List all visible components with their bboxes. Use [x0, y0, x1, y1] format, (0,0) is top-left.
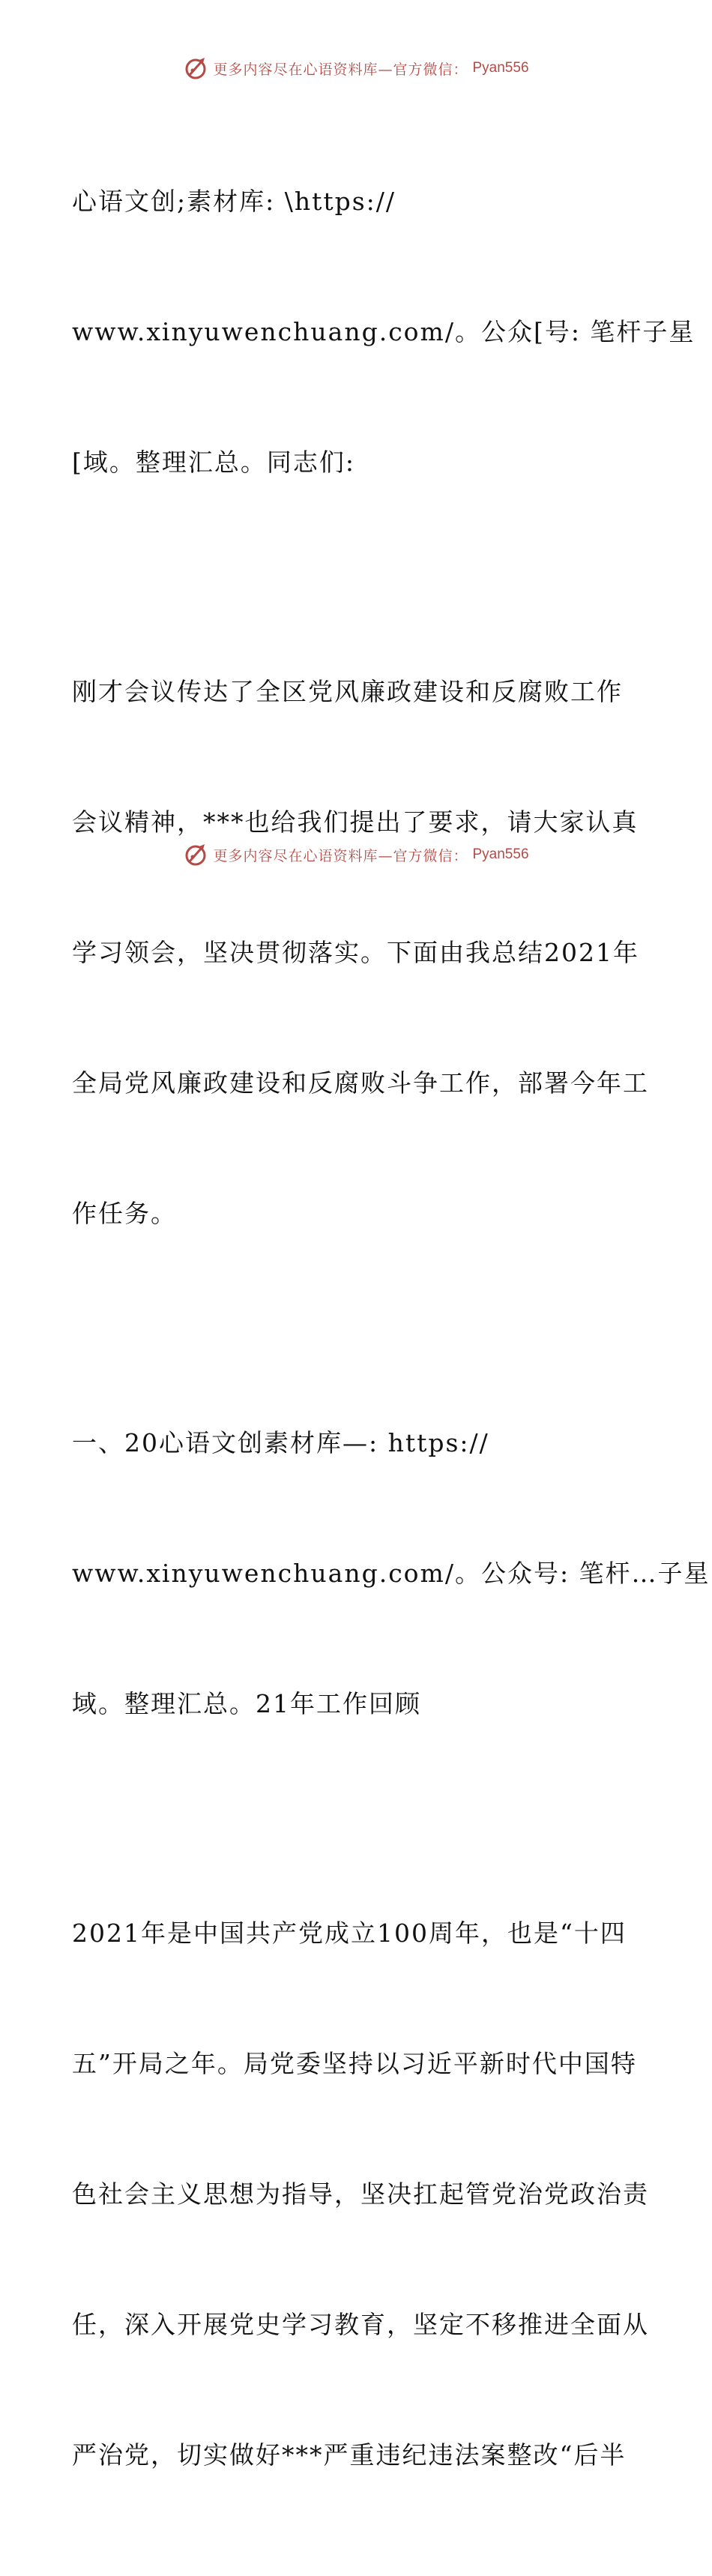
text-line: 一、20心语文创素材库—: https://	[72, 1428, 489, 1457]
header-banner-wechat-id: Pyan556	[472, 60, 529, 76]
text-line: 刚才会议传达了全区党风廉政建设和反腐败工作	[72, 677, 623, 706]
paragraph-3	[72, 1334, 711, 1813]
text-line: 全局党风廉政建设和反腐败斗争工作，部署今年工	[72, 1068, 649, 1098]
brush-logo-icon	[183, 842, 208, 867]
text-line: 作任务。	[72, 1199, 177, 1228]
brush-logo-icon	[183, 55, 208, 81]
text-line: www.xinyuwenchuang.com/。公众[号: 笔杆子星	[72, 317, 696, 346]
paragraph-2	[72, 583, 649, 1322]
text-line: www.xinyuwenchuang.com/。公众号: 笔杆…子星	[72, 1559, 711, 1588]
text-line: 严治党，切实做好***严重违纪违法案整改“后半	[72, 2440, 627, 2470]
footer-banner-wechat-id: Pyan556	[472, 846, 529, 862]
footer-watermark-banner	[0, 840, 712, 870]
paragraph-1	[72, 93, 696, 571]
paragraph-4	[72, 1825, 649, 2564]
text-line: 五”开局之年。局党委坚持以习近平新时代中国特	[72, 2049, 637, 2078]
text-line: 学习领会，坚决贯彻落实。下面由我总结2021年	[72, 938, 639, 967]
text-line: 2021年是中国共产党成立100周年，也是“十四	[72, 1919, 627, 1948]
text-line: 心语文创;素材库: \https://	[72, 187, 396, 216]
header-banner-text: 更多内容尽在心语资料库—官方微信：	[213, 61, 468, 78]
text-line: 会议精神，***也给我们提出了要求，请大家认真	[72, 807, 639, 837]
footer-banner-text: 更多内容尽在心语资料库—官方微信：	[213, 847, 468, 864]
text-line: [域。整理汇总。同志们:	[72, 448, 355, 477]
text-line: 域。整理汇总。21年工作回顾	[72, 1689, 421, 1718]
text-line: 色社会主义思想为指导，坚决扛起管党治党政治责	[72, 2179, 649, 2209]
header-watermark-banner	[0, 53, 712, 83]
text-line: 任，深入开展党史学习教育，坚定不移推进全面从	[72, 2310, 649, 2339]
document-body	[72, 93, 711, 2576]
